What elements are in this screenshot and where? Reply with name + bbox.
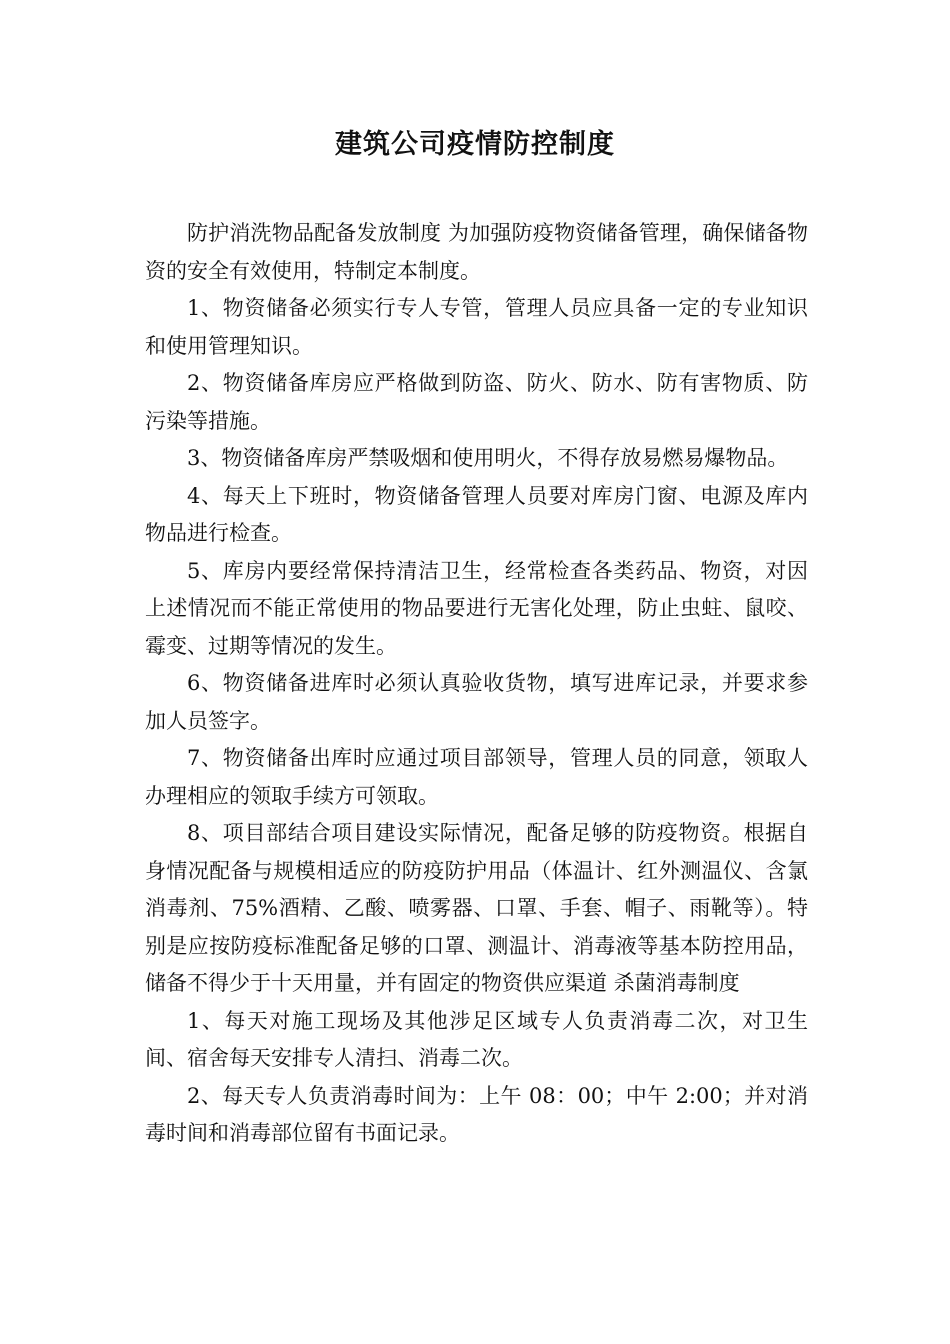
paragraph-item-5: 5、库房内要经常保持清洁卫生，经常检查各类药品、物资，对因上述情况而不能正常使用的物品要进行无害化处理，防止虫蛀、鼠咬、霉变、过期等情况的发生。 [145,558,808,658]
paragraph-item-3: 3、物资储备库房严禁吸烟和使用明火，不得存放易燃易爆物品。 [187,446,789,470]
paragraph-item-1: 1、物资储备必须实行专人专管，管理人员应具备一定的专业知识和使用管理知识。 [145,296,808,358]
paragraph-item-2: 2、物资储备库房应严格做到防盗、防火、防水、防有害物质、防污染等措施。 [145,371,808,433]
paragraph-item-4: 4、每天上下班时，物资储备管理人员要对库房门窗、电源及库内物品进行检查。 [145,483,808,545]
paragraph-disinfection-1: 1、每天对施工现场及其他涉足区域专人负责消毒二次，对卫生间、宿舍每天安排专人清扫、消毒二次。 [145,1008,808,1070]
document-title: 建筑公司疫情防控制度 [335,129,615,160]
document-body [145,215,808,1153]
paragraph-item-6: 6、物资储备进库时必须认真验收货物，填写进库记录，并要求参加人员签字。 [145,671,808,733]
paragraph-disinfection-2: 2、每天专人负责消毒时间为：上午 08：00；中午 2:00；并对消毒时间和消毒部位留有书面记录。 [145,1083,808,1145]
paragraph-intro: 防护消洗物品配备发放制度 为加强防疫物资储备管理，确保储备物资的安全有效使用，特制定本制度。 [145,221,808,283]
paragraph-item-8: 8、项目部结合项目建设实际情况，配备足够的防疫物资。根据自身情况配备与规模相适应的防疫防护用品（体温计、红外测温仪、含氯消毒剂、75%酒精、乙酸、喷雾器、口罩、手套、帽子、雨靴等）。特别是应按防疫标准配备足够的口罩、测温计、消毒液等基本防控用品，储备不得少于十天用量，并有固定的物资供应渠道 杀菌消毒制度 [145,821,808,995]
paragraph-item-7: 7、物资储备出库时应通过项目部领导，管理人员的同意，领取人办理相应的领取手续方可领取。 [145,746,808,808]
